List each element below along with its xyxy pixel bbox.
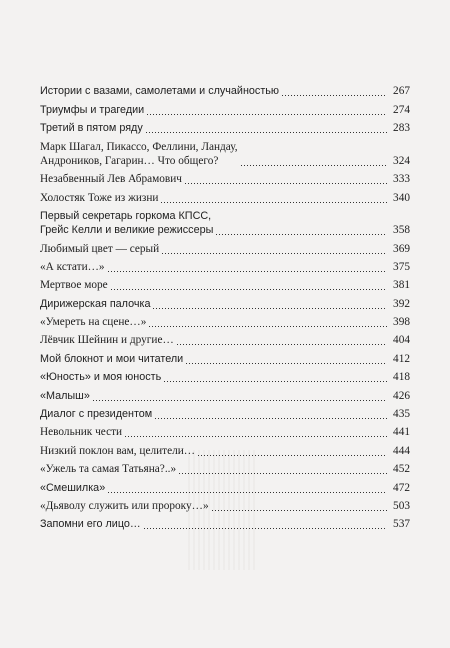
toc-entry	[40, 135, 410, 168]
toc-entry-page-number: 452	[393, 463, 410, 476]
toc-entry-page-number: 435	[393, 408, 410, 421]
toc-entry-title: Мой блокнот и мои читатели	[40, 352, 184, 365]
toc-entry-title: «А кстати…»	[40, 260, 105, 273]
toc-entry-title: «Малыш»	[40, 389, 90, 402]
toc-entry-page-number: 267	[393, 85, 410, 98]
toc-entry-page-number: 412	[393, 352, 410, 365]
dot-leader	[184, 171, 387, 185]
dot-leader	[145, 120, 387, 134]
toc-entry-page-number: 381	[393, 279, 410, 292]
toc-entry-title: Истории с вазами, самолетами и случайностью	[40, 85, 280, 98]
dot-leader	[176, 332, 387, 346]
toc-entry	[40, 274, 410, 292]
toc-entry-page-number: 441	[393, 426, 410, 439]
toc-entry-page-number: 274	[393, 103, 410, 116]
dot-leader	[107, 259, 387, 273]
dot-leader	[152, 296, 387, 310]
dot-leader	[178, 461, 387, 475]
toc-entry-title: Холостяк Тоже из жизни	[40, 191, 159, 204]
toc-entry-title: Триумфы и трагедии	[40, 103, 145, 116]
toc-entry	[40, 186, 410, 204]
dot-leader	[163, 369, 387, 383]
toc-entry-title: Третий в пятом ряду	[40, 122, 143, 135]
toc-entry	[40, 439, 410, 457]
dot-leader	[110, 277, 387, 291]
dot-leader	[124, 424, 387, 438]
toc-entry-page-number: 358	[393, 224, 410, 237]
toc-entry-title: Дирижерская палочка	[40, 297, 151, 310]
dot-leader	[143, 516, 387, 530]
toc-entry	[40, 98, 410, 116]
toc-entry	[40, 292, 410, 310]
toc-entry-page-number: 426	[393, 389, 410, 402]
toc-entry	[40, 421, 410, 439]
toc-entry-page-number: 537	[393, 518, 410, 531]
dot-leader	[148, 314, 387, 328]
toc-entry	[40, 237, 410, 255]
dot-leader	[185, 351, 387, 365]
toc-entry-page-number: 369	[393, 242, 410, 255]
toc-entry-page-number: 392	[393, 297, 410, 310]
toc-entry-page-number: 340	[393, 191, 410, 204]
toc-entry-title: «Ужель та самая Татьяна?..»	[40, 463, 177, 476]
toc-entry-page-number: 404	[393, 334, 410, 347]
toc-entry-title: «Смешилка»	[40, 481, 106, 494]
toc-entry	[40, 458, 410, 476]
toc-entry	[40, 513, 410, 531]
toc-entry	[40, 80, 410, 98]
toc-entry-page-number: 375	[393, 260, 410, 273]
toc-entry-page-number: 398	[393, 316, 410, 329]
toc-entry-page-number: 444	[393, 444, 410, 457]
toc-entry-title: Невольник чести	[40, 426, 123, 439]
toc-entry	[40, 384, 410, 402]
toc-entry	[40, 347, 410, 365]
toc-entry-title: Марк Шагал, Пикассо, Феллини, Ландау, Андроников, Гагарин… Что общего?	[40, 140, 238, 167]
toc-entry	[40, 329, 410, 347]
dot-leader	[281, 83, 387, 97]
toc-entry-title: Запомни его лицо…	[40, 518, 141, 531]
toc-entry	[40, 366, 410, 384]
toc-entry-page-number: 324	[393, 154, 410, 167]
toc-entry-page-number: 283	[393, 122, 410, 135]
toc-entry	[40, 311, 410, 329]
toc-entry-title: Незабвенный Лев Абрамович	[40, 173, 182, 186]
toc-entry-title: Первый секретарь горкома КПСС, Грейс Келли и великие режиссеры	[40, 210, 214, 237]
toc-entry	[40, 168, 410, 186]
toc-entry-title: «Умереть на сцене…»	[40, 316, 147, 329]
dot-leader	[146, 102, 387, 116]
dot-leader	[197, 443, 387, 457]
toc-entry	[40, 117, 410, 135]
toc-entry-title: «Дьяволу служить или пророку…»	[40, 500, 209, 512]
toc-entry-page-number: 503	[393, 500, 410, 512]
toc-entry	[40, 495, 410, 513]
toc-entry-title: Диалог с президентом	[40, 408, 153, 421]
toc-entry	[40, 205, 410, 238]
table-of-contents	[40, 80, 410, 531]
toc-entry	[40, 403, 410, 421]
toc-entry	[40, 476, 410, 494]
toc-entry-title: Лёвчик Шейнин и другие…	[40, 334, 174, 347]
toc-entry-title: Мертвое море	[40, 279, 108, 292]
dot-leader	[107, 480, 387, 494]
dot-leader	[154, 406, 387, 420]
toc-entry-page-number: 472	[393, 481, 410, 494]
dot-leader	[92, 388, 387, 402]
dot-leader	[211, 498, 387, 512]
toc-entry-title: «Юность» и моя юность	[40, 371, 162, 384]
toc-entry-page-number: 333	[393, 173, 410, 186]
dot-leader	[215, 222, 387, 236]
toc-entry-page-number: 418	[393, 371, 410, 384]
toc-entry-title: Низкий поклон вам, целители…	[40, 444, 196, 457]
dot-leader	[240, 153, 387, 167]
dot-leader	[161, 241, 387, 255]
toc-entry	[40, 256, 410, 274]
toc-entry-title: Любимый цвет — серый	[40, 242, 160, 255]
dot-leader	[160, 190, 387, 204]
